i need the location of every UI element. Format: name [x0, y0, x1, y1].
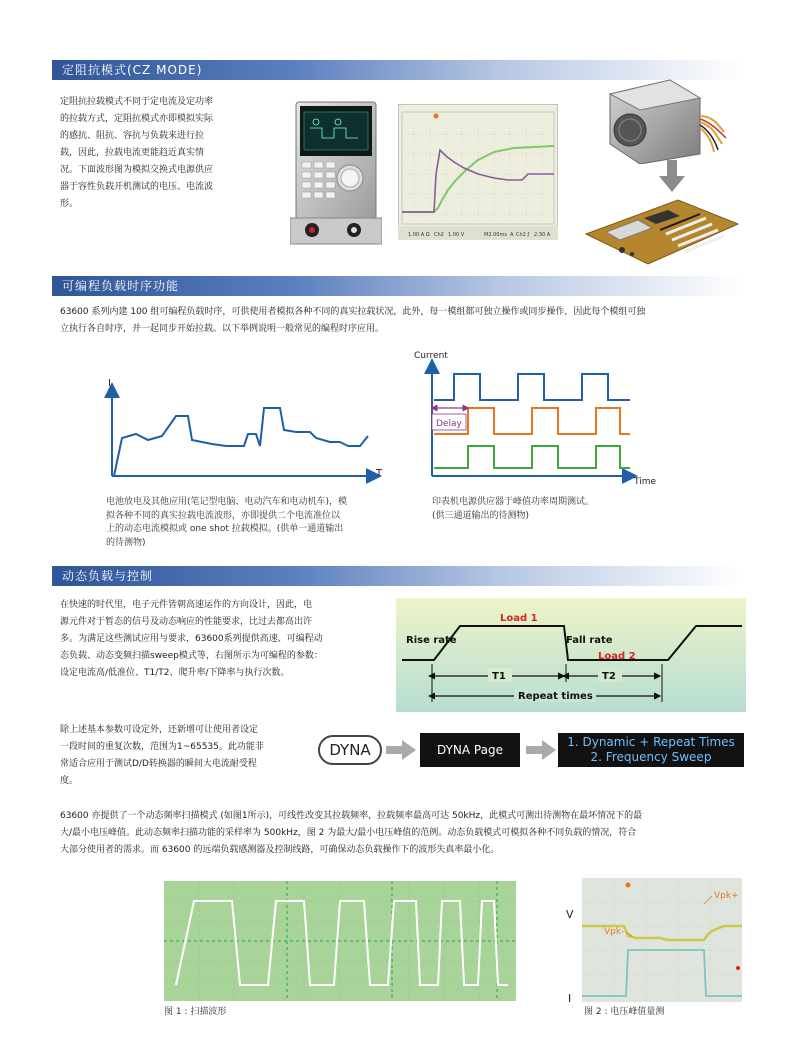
three-channel-timing-chart [410, 344, 680, 492]
chart1-caption [106, 496, 406, 550]
motherboard-image [582, 194, 742, 266]
dyna-option-2: 2. Frequency Sweep [590, 750, 712, 764]
text-line: 源元件对于暂态的信号及动态响应的性能要求，比过去都高出许 [60, 617, 313, 627]
text-line: 大部分使用者的需求。而 63600 的远端负载感测器及控制线路，可确保动态负载操作下的波形失真率最小化。 [60, 845, 500, 855]
fig2-v-label: V [566, 908, 574, 921]
chart2-y-label: Current [414, 351, 448, 361]
arrow-right-icon [526, 740, 556, 760]
text-line: 形。 [60, 199, 79, 209]
repeat-times-label: Repeat times [518, 691, 593, 702]
text-line: 立执行各自时序，并一起同步开始拉载。以下举例说明一般常见的编程时序应用。 [60, 324, 385, 334]
vpk-minus-label: Vpk- [604, 927, 625, 937]
text-line: 常适合应用于测试D/D转换器的瞬间大电流耐受程 [60, 759, 257, 769]
text-line: 63600 亦提供了一个动态频率扫描模式 (如图1所示)，可线性改变其拉载频率，拉载频率最高可达 50kHz，此模式可测出待测物在最坏情况下的最 [60, 811, 643, 821]
text-line: 一段时间的重复次数，范围为1~65535。此功能非 [60, 742, 264, 752]
text-line: 定阻抗拉载模式不同于定电流及定功率 [60, 97, 214, 107]
arrow-down-icon [657, 160, 687, 194]
text-line: 载，因此，拉载电流更能趋近真实情 [60, 148, 205, 158]
power-supply-image [600, 72, 730, 164]
text-line: 度。 [60, 776, 79, 786]
arrow-right-icon [386, 740, 416, 760]
scope-status-text: Ch2 ƒ [516, 232, 530, 238]
sweep-waveform-figure [164, 881, 516, 1001]
caption-line: 的待测物) [106, 537, 146, 548]
text-line: 大/最小电压峰值。此动态频率扫描功能的采样率为 500kHz，图 2 为最大/最小电压峰值的范例。动态负载模式可模拟各种不同负载的情况，符合 [60, 828, 637, 838]
text-line: 况。下面波形图为模拟交换式电源供应 [60, 165, 214, 175]
dyna-key-button: DYNA [318, 735, 382, 765]
text-line: 除上述基本参数可设定外，还新增可让使用者设定 [60, 725, 259, 735]
caption-line: 电池放电及其他应用(笔记型电脑、电动汽车和电动机车)，模 [106, 497, 348, 507]
text-line: 设定电流高/低准位、T1/T2、爬升率/下降率与执行次数。 [60, 668, 290, 678]
text-line: 63600 系列内建 100 组可编程负载时序，可供使用者模拟各种不同的真实拉载状况，此外，每一模组都可独立操作或同步操作，因此每个模组可独 [60, 307, 646, 317]
scope-status-text: 1.00 V [448, 232, 465, 238]
sweep-paragraph [60, 808, 750, 859]
dyna-option-1: 1. Dynamic + Repeat Times [567, 735, 735, 749]
fig2-i-label: I [568, 992, 572, 1002]
cz-paragraph [60, 94, 260, 213]
section-header-program: 可编程负载时序功能 [52, 276, 742, 296]
caption-line: 上的动态电流模拟或 one shot 拉载模拟。(供单一通道输出 [106, 524, 344, 534]
chart2-x-label: Time [634, 477, 657, 487]
load1-label: Load 1 [500, 613, 538, 624]
chart1-x-label: T [376, 468, 383, 479]
scope-status-text: 1.00 A Ω [408, 232, 430, 238]
repeat-paragraph [60, 722, 310, 790]
dyna-page-box: DYNA Page [420, 733, 520, 767]
scope-status-text: A [510, 232, 514, 238]
battery-current-profile-chart [96, 372, 396, 490]
program-paragraph [60, 304, 750, 338]
dynamic-paragraph [60, 597, 380, 682]
chart1-y-label: I [108, 378, 111, 389]
peak-voltage-figure [564, 878, 744, 1002]
text-line: 在快速的时代里，电子元件皆朝高速运作的方向设计，因此，电 [60, 600, 313, 610]
dynamic-load-diagram [396, 598, 746, 712]
figure1-caption: 图 1 : 扫描波形 [164, 1007, 227, 1017]
channel3-line [434, 446, 630, 468]
scope-status-text: M2.00ms [484, 232, 507, 238]
text-line: 的拉载方式，定阻抗模式亦即模拟实际 [60, 114, 214, 124]
section-header-dynamic: 动态负载与控制 [52, 566, 742, 586]
caption-line: (供三通道输出的待测物) [432, 510, 530, 521]
delay-label: Delay [436, 419, 462, 429]
scope-status-text: Ch2 [434, 232, 444, 238]
text-line: 多。为满足这些测试应用与要求，63600系列提供高速、可编程动 [60, 634, 323, 644]
text-line: 的感抗、阻抗、容抗与负载来进行拉 [60, 131, 205, 141]
text-line: 态负载、动态变频扫描sweep模式等，右图所示为可编程的参数： [60, 651, 323, 661]
text-line: 器于容性负载开机测试的电压、电流波 [60, 182, 214, 192]
dyna-options-box [558, 733, 744, 767]
section-header-cz: 定阻抗模式(CZ MODE) [52, 60, 742, 80]
rise-rate-label: Rise rate [406, 635, 457, 646]
caption-line: 印表机电源供应器于峰值功率周期测试。 [432, 497, 595, 507]
load2-label: Load 2 [598, 651, 636, 662]
caption-line: 拟各种不同的真实拉载电流波形，亦即提供二个电流准位以 [106, 510, 341, 521]
t1-label: T1 [492, 671, 506, 682]
vpk-plus-label: Vpk+ [714, 891, 739, 901]
chart1-current-line [114, 408, 368, 476]
channel1-line [434, 374, 630, 400]
scope-status-text: 2.30 A [534, 232, 551, 238]
chart2-caption [432, 496, 712, 523]
figure2-caption: 图 2 : 电压峰值量测 [584, 1007, 665, 1017]
cz-scope-waveform [398, 104, 558, 240]
electronic-load-device-image [290, 100, 382, 245]
fall-rate-label: Fall rate [566, 635, 613, 646]
t2-label: T2 [602, 671, 616, 682]
